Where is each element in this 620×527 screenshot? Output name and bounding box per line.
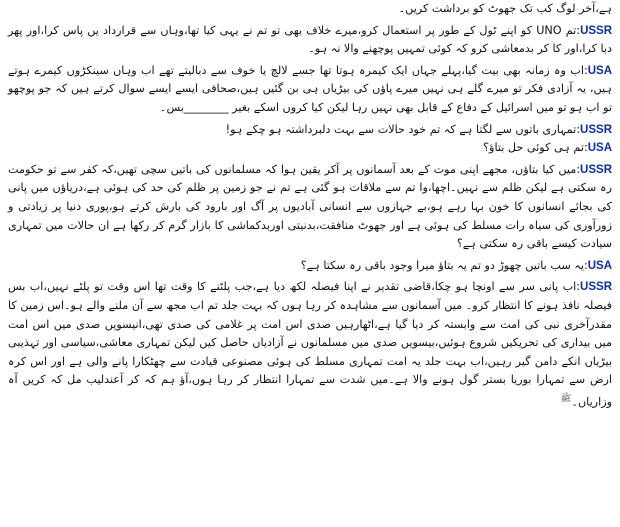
paragraph-text: ہے،آخر لوگ کب تک جھوٹ کو برداشت کریں۔ (398, 2, 612, 15)
dialogue-usa-3 (8, 257, 612, 276)
speaker-label: USA (587, 142, 612, 155)
speaker-label: USA (587, 259, 612, 272)
paragraph-text: :یہ سب باتیں چھوڑ دو تم یہ بتاؤ میرا وجود باقی رہ سکتا ہے؟ (300, 258, 588, 272)
speaker-label: USA (587, 64, 612, 77)
paragraph-continuation (8, 0, 612, 19)
dialogue-usa-2 (8, 139, 612, 158)
paragraph-text: :تم UNO کو اپنے ٹول کے طور پر استعمال کرو،میرے خلاف بھی تو تم نے یہی کیا تھا،وہاں سے قرارداد یں پاس کرا،اور پھر دبا کرا،اور کا کر بدمعاشی کرو کہ کوئی تمہیں پوچھنے والا نہ ہو۔ (8, 23, 612, 56)
dialogue-ussr-4 (8, 278, 612, 412)
speaker-label: USSR (580, 281, 612, 294)
speaker-label: USSR (580, 163, 612, 176)
dialogue-ussr-3 (8, 161, 612, 254)
paragraph-text: :تم ہی کوئی حل بتاؤ؟ (483, 141, 588, 155)
speaker-label: USSR (580, 24, 613, 37)
dialogue-ussr-1 (8, 22, 612, 59)
dialogue-usa-1 (8, 62, 612, 118)
paragraph-text: :اب وہ زمانہ بھی بیت گیا،پہلے جہاں ایک کیمرہ ہوتا تھا جسے لالچ یا خوف سے دبالیتے تھے اب وہاں سینکڑوں کیمرے ہوتے ہیں، یہ آزادی فکر تو میرے گلے ہی نہیں میرے پاؤں کی بیڑیاں ہی بن گئیں ہیں،صحافی ایسے ایسے سوال کرتے ہیں کہ جو پوچھو تو اب ہو تو میں اسرائیل کے دفاع کے قابل بھی نہیں رہا لیکن کیا کروں اسکے بغیر ________بس۔ (8, 63, 612, 114)
honorific-glyph: ﷺ (560, 393, 572, 404)
paragraph-text: :اب پانی سر سے اونچا ہو چکا،قاضی تقدیر نے اپنا فیصلہ لکھ دیا ہے،جب پلٹنے کا وقت تھا اس وقت تو پلٹے نہیں،اب بس فیصلہ نافذ ہونے کا انتظار کرو۔ میں آسمانوں سے مشاہدہ کر رہا ہوں کہ بہت جلد تم اب مجھ سے آن ملنے والے ہو۔اس زمین کا مقدرآخری نبی کی امت سے وابستہ کر دیا گیا ہے،اٹھارہیں صدی اس امت پر غلامی کی صدی تھی،انیسویں صدی میں اس امت میں بیداری کی تحریکیں شروع ہوئیں،بیسویں صدی میں مسلمانوں نے آزادیاں حاصل کیں لیکن تمہاری معاشی،سیاسی اور تہذیبی بیڑیاں انکے دامن گیر رہیں،اب بہت جلد یہ امت تمہاری مسلط کی ہوئی مصنوعی قیادت سے چھٹکارا پانے والی ہے اور اس کرہ ارض سے تمہارا بوریا بستر گول ہونے والا ہے۔میں شدت سے تمہارا انتظار کر رہا ہوں،آؤ ہم کہ کر آعندلیب مل کہ کریں آہ وزاریاں۔ (8, 280, 612, 409)
dialogue-ussr-2 (8, 121, 612, 140)
paragraph-text: :تمہاری باتوں سے لگتا ہے کہ تم خود حالات سے بہت دلبرداشتہ ہو چکے ہو! (225, 122, 581, 136)
paragraph-text: :میں کیا بتاؤں، مجھے اپنی موت کے بعد آسمانوں پر آکر یقین ہوا کہ مسلمانوں کی باتیں سچی تھیں،کہ کفر سے تو حکومت رہ سکتی ہے لیکن ظلم سے نہیں۔اچھا،وا تم سے ملاقات ہو گئی ہے تم نے جو زمین پر ظلم کی حد کی ہوئی ہے،دریاؤں میں پانی کی بجائے انسانوں کا خون بہا رہے ہو،بے جہازوں سے انسانی آبادیوں پر آگ اور بارود کی بارش کرتے ہو،پوری دنیا پر زیادتی و زورآوری کی سیاہ رات مسلط کی ہوئی ہے اور جھوٹ منافقت،بدنیتی اوربدکماشی کا بازار گرم کر رکھا ہے ان حالات میں تمہاری سیادت کیسے باقی رہ سکتی ہے؟ (8, 162, 612, 251)
speaker-label: USSR (580, 123, 612, 136)
